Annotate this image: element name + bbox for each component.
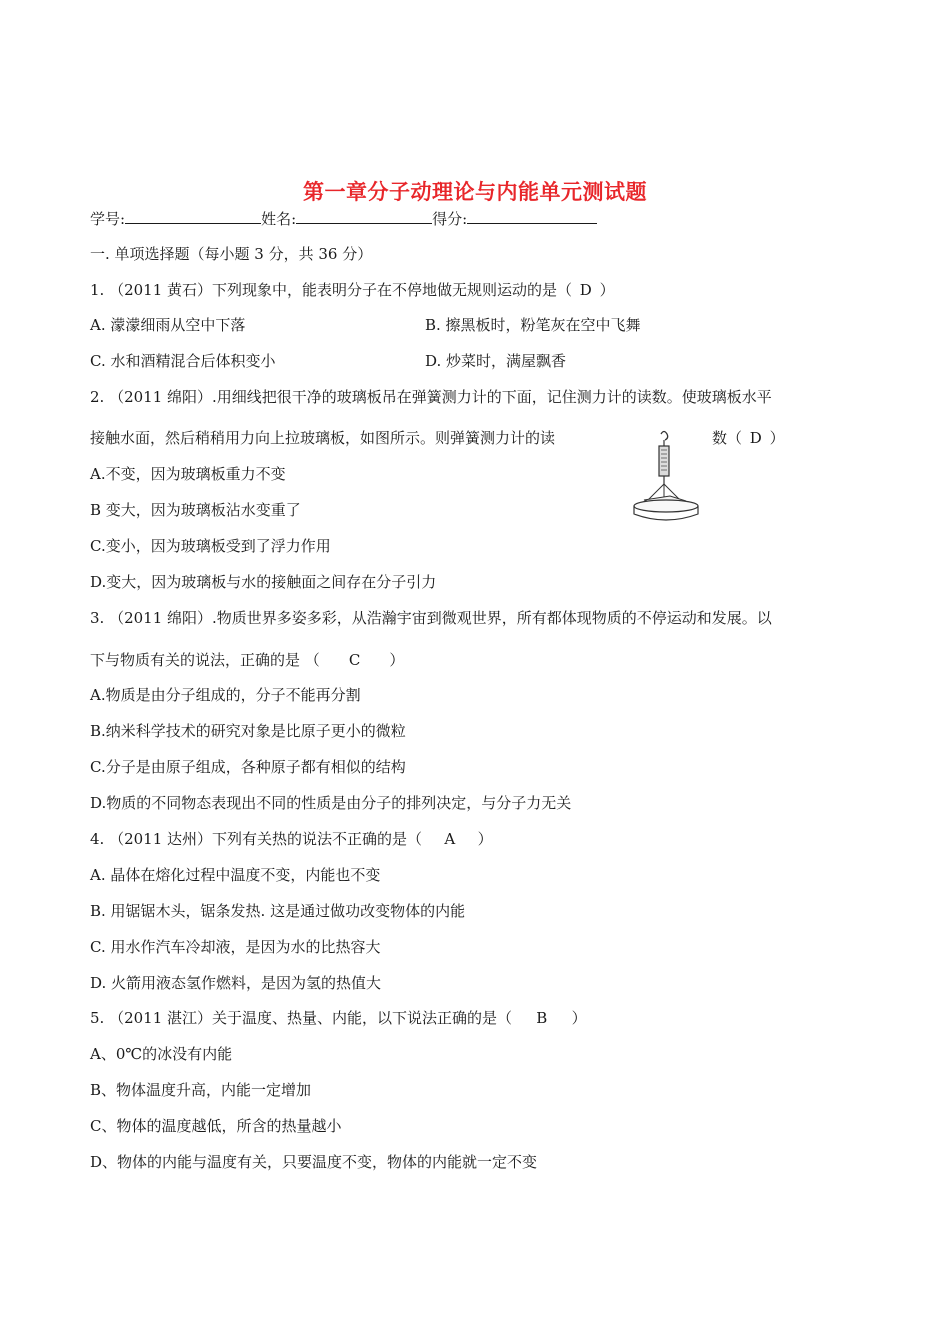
question-stem-text: 1. （2011 黄石）下列现象中，能表明分子在不停地做无规则运动的是（ bbox=[90, 281, 573, 299]
bracket-close: ） bbox=[389, 651, 405, 669]
bracket-close: ） bbox=[571, 1009, 587, 1027]
section-heading: 一. 单项选择题（每小题 3 分，共 36 分） bbox=[90, 245, 373, 263]
q2-option-b: B 变大，因为玻璃板沾水变重了 bbox=[90, 501, 301, 519]
bracket-close: ） bbox=[477, 830, 493, 848]
bracket-close: ） bbox=[599, 281, 615, 299]
bracket-close: ） bbox=[769, 429, 785, 447]
question-3-stem-line1: 3. （2011 绵阳）.物质世界多姿多彩，从浩瀚宇宙到微观世界，所有都体现物质的不停运动和发展。以 bbox=[90, 609, 772, 627]
q3-option-a: A.物质是由分子组成的，分子不能再分割 bbox=[90, 686, 361, 704]
q1-option-a: A. 濛濛细雨从空中下落 bbox=[90, 316, 246, 334]
q1-option-c: C. 水和酒精混合后体积变小 bbox=[90, 352, 276, 370]
q4-option-c: C. 用水作汽车冷却液，是因为水的比热容大 bbox=[90, 938, 381, 956]
question-stem-text: 下与物质有关的说法，正确的是 （ bbox=[90, 651, 320, 669]
q5-option-c: C、物体的温度越低，所含的热量越小 bbox=[90, 1117, 342, 1135]
q2-option-d: D.变大，因为玻璃板与水的接触面之间存在分子引力 bbox=[90, 573, 437, 591]
question-1-stem bbox=[90, 280, 615, 300]
name-blank[interactable] bbox=[296, 208, 432, 224]
q3-option-c: C.分子是由原子组成，各种原子都有相似的结构 bbox=[90, 758, 406, 776]
student-no-label: 学号: bbox=[90, 210, 126, 228]
question-stem-text: 5. （2011 湛江）关于温度、热量、内能，以下说法正确的是（ bbox=[90, 1009, 513, 1027]
q2-option-c: C.变小，因为玻璃板受到了浮力作用 bbox=[90, 537, 331, 555]
header-fields bbox=[90, 208, 597, 229]
q1-option-d: D. 炒菜时，满屋飘香 bbox=[425, 352, 567, 370]
answer-text: A bbox=[444, 830, 456, 848]
student-no-blank[interactable] bbox=[125, 208, 261, 224]
q2-option-a: A.不变，因为玻璃板重力不变 bbox=[90, 465, 286, 483]
q3-option-b: B.纳米科学技术的研究对象是比原子更小的微粒 bbox=[90, 722, 406, 740]
score-label: 得分: bbox=[432, 210, 468, 228]
question-2-stem-line3 bbox=[712, 428, 785, 448]
q5-option-b: B、物体温度升高，内能一定增加 bbox=[90, 1081, 312, 1099]
q4-option-a: A. 晶体在熔化过程中温度不变，内能也不变 bbox=[90, 866, 381, 884]
q1-option-b: B. 擦黑板时，粉笔灰在空中飞舞 bbox=[425, 316, 641, 334]
question-2-stem-line2: 接触水面，然后稍稍用力向上拉玻璃板，如图所示。则弹簧测力计的读 bbox=[90, 429, 556, 447]
answer-text: C bbox=[348, 651, 361, 669]
question-3-stem-line2 bbox=[90, 650, 404, 670]
answer-text: B bbox=[536, 1009, 548, 1027]
q5-option-d: D、物体的内能与温度有关，只要温度不变，物体的内能就一定不变 bbox=[90, 1153, 538, 1171]
answer-text: D bbox=[579, 281, 592, 299]
name-label: 姓名: bbox=[261, 210, 297, 228]
answer-text: D bbox=[749, 429, 762, 447]
q4-option-b: B. 用锯锯木头，锯条发热. 这是通过做功改变物体的内能 bbox=[90, 902, 466, 920]
question-4-stem bbox=[90, 829, 493, 849]
spring-scale-figure bbox=[630, 428, 704, 524]
q5-option-a: A、0℃的冰没有内能 bbox=[90, 1045, 233, 1063]
question-5-stem bbox=[90, 1008, 587, 1028]
question-2-stem-line1: 2. （2011 绵阳）.用细线把很干净的玻璃板吊在弹簧测力计的下面，记住测力计的读数。使玻璃板水平 bbox=[90, 388, 772, 406]
score-blank[interactable] bbox=[467, 208, 597, 224]
question-stem-text: 数（ bbox=[712, 429, 743, 447]
page-title: 第一章分子动理论与内能单元测试题 bbox=[303, 180, 647, 204]
q3-option-d: D.物质的不同物态表现出不同的性质是由分子的排列决定，与分子力无关 bbox=[90, 794, 572, 812]
question-stem-text: 4. （2011 达州）下列有关热的说法不正确的是（ bbox=[90, 830, 423, 848]
q4-option-d: D. 火箭用液态氢作燃料，是因为氢的热值大 bbox=[90, 974, 382, 992]
